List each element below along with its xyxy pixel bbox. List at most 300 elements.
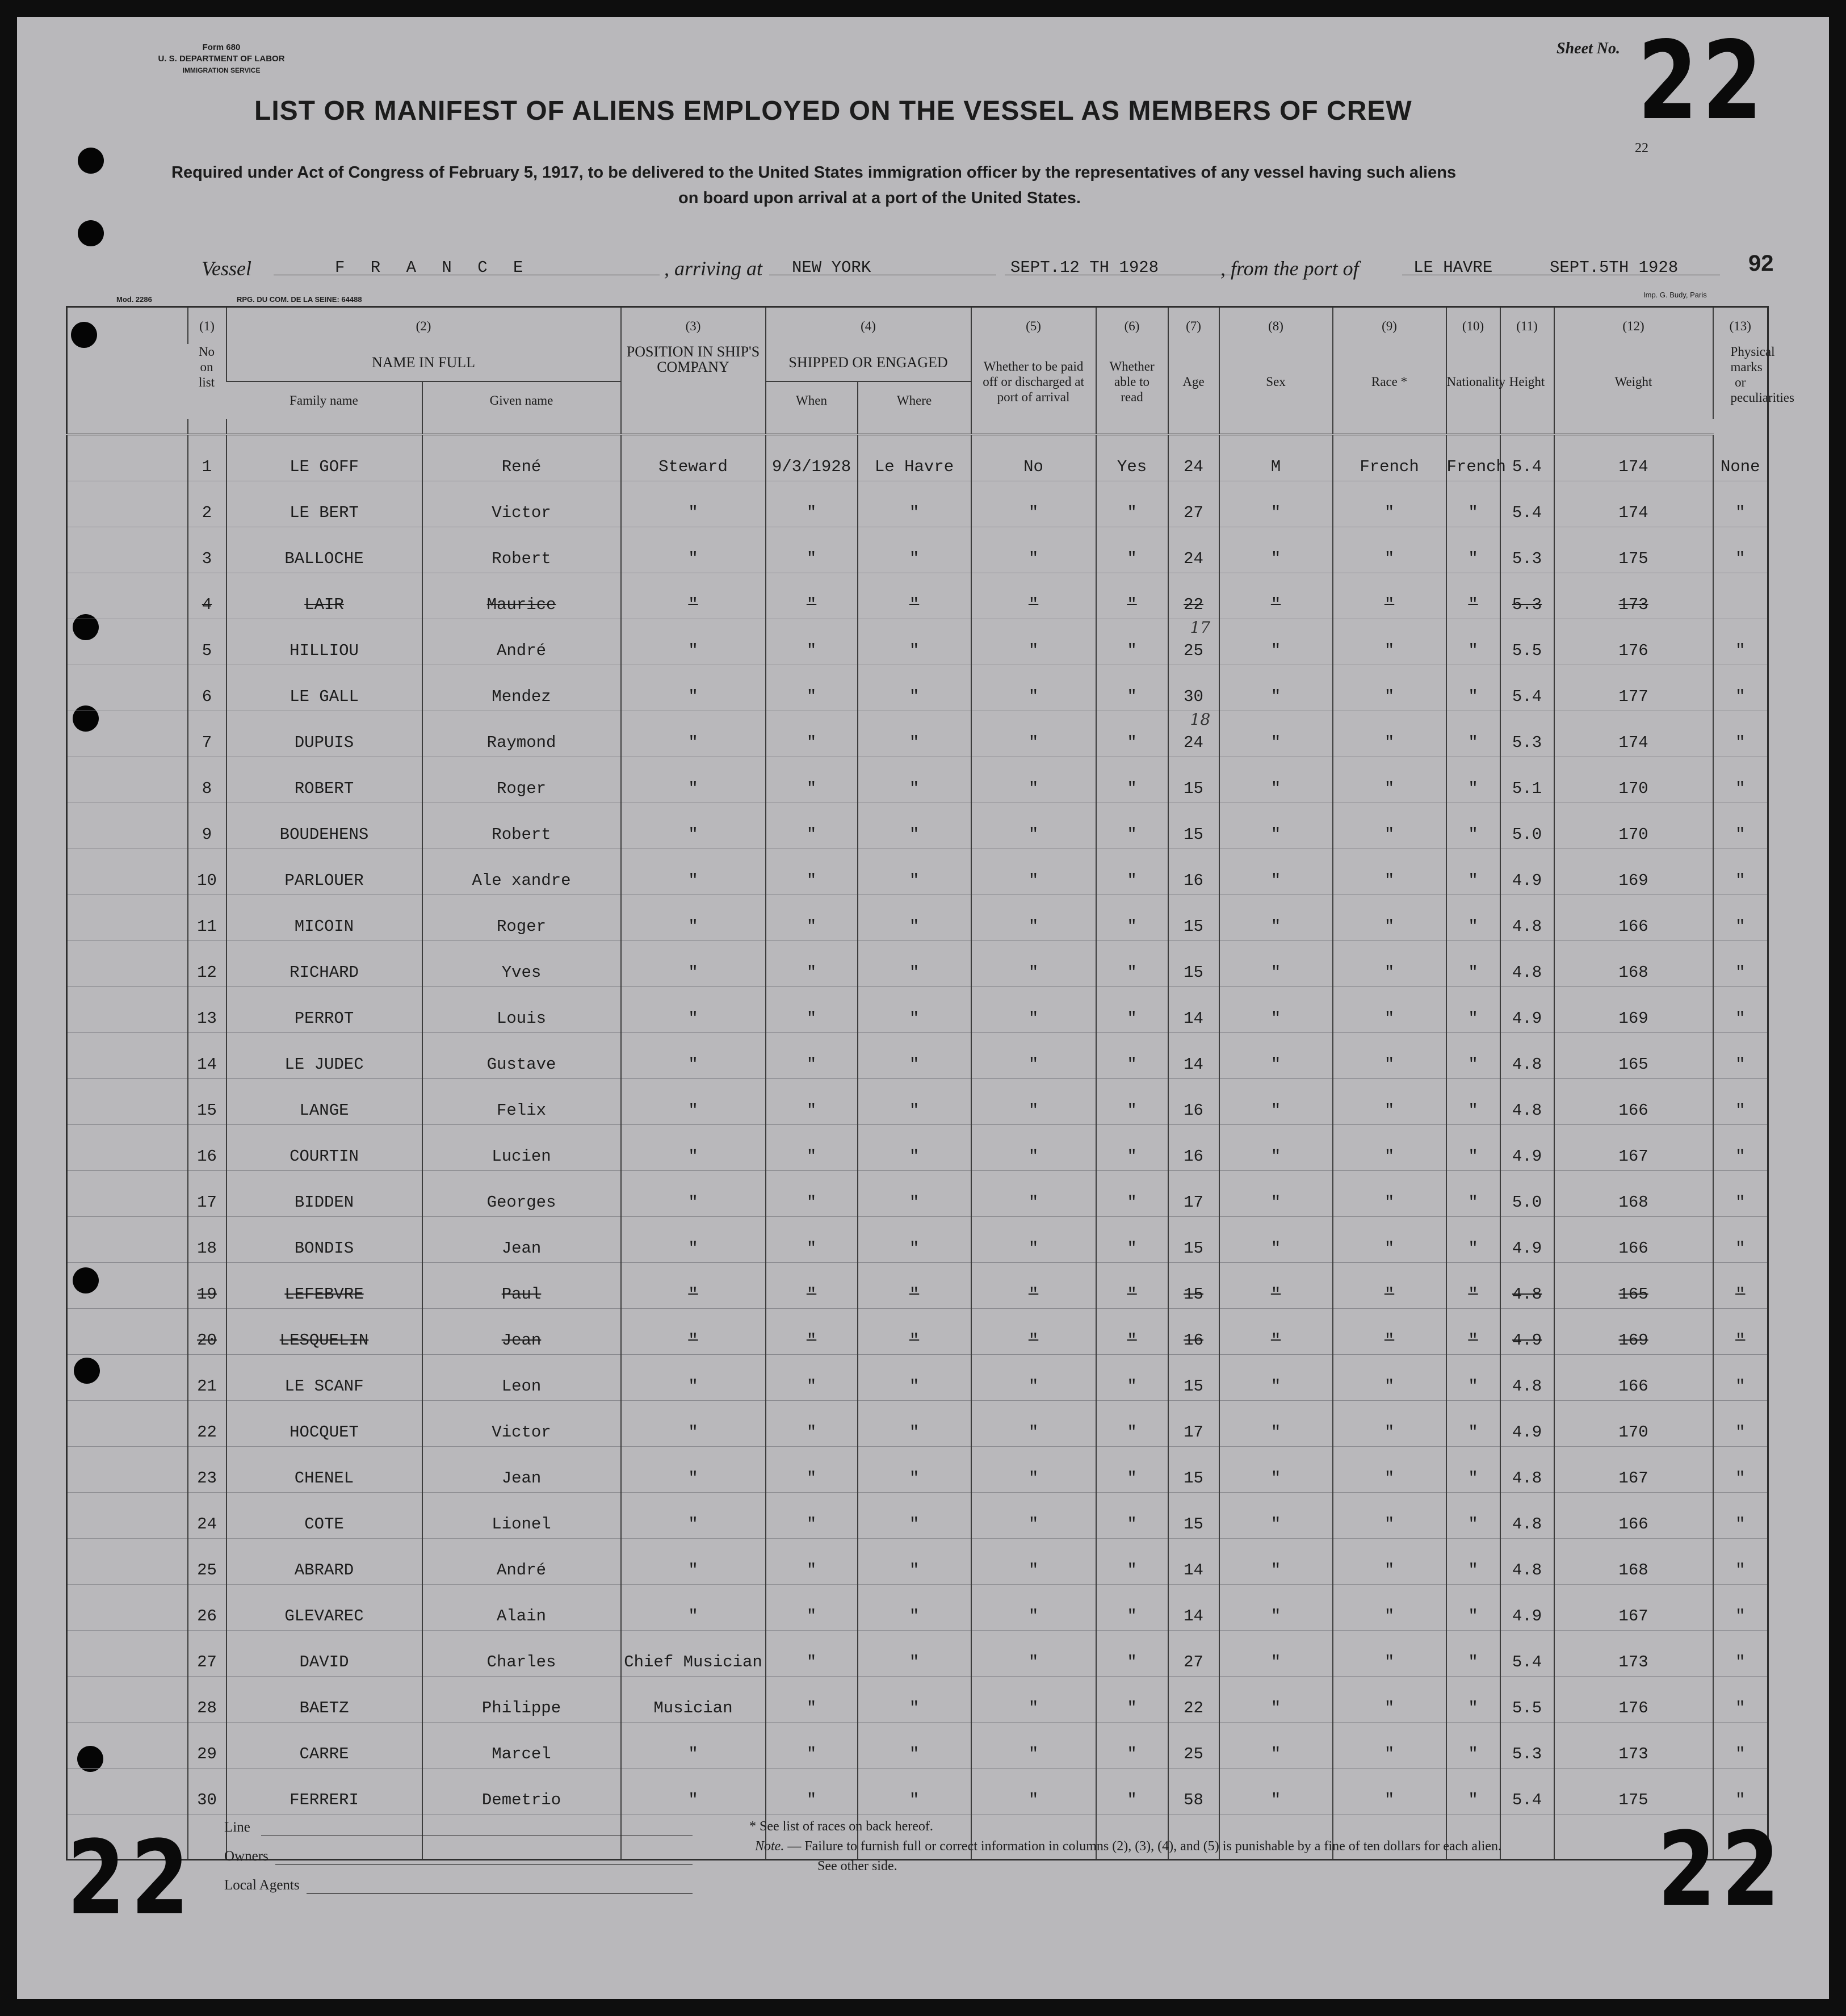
height-cell: 5.5 <box>1500 1677 1554 1723</box>
col-num-6: (6) <box>1096 307 1168 345</box>
race-cell: " <box>1333 1631 1446 1677</box>
nationality-cell: " <box>1446 665 1500 711</box>
sex-cell: " <box>1219 1309 1333 1355</box>
age-cell: 15 <box>1168 757 1219 803</box>
row-number-cell: 1 <box>188 435 226 481</box>
sex-cell: " <box>1219 1171 1333 1217</box>
shipped-when-cell: " <box>766 1539 858 1585</box>
weight-cell: 165 <box>1554 1033 1713 1079</box>
shipped-when-cell: " <box>766 1585 858 1631</box>
shipped-when-cell: " <box>766 1309 858 1355</box>
margin-cell <box>67 941 188 987</box>
paid-off-cell: " <box>971 573 1096 619</box>
shipped-where-cell: " <box>858 1033 971 1079</box>
nationality-header: Nationality <box>1446 344 1500 419</box>
sex-cell: " <box>1219 665 1333 711</box>
shipped-when-cell: " <box>766 757 858 803</box>
shipped-where-cell: " <box>858 803 971 849</box>
row-number-cell: 13 <box>188 987 226 1033</box>
age-cell: 24 <box>1168 435 1219 481</box>
physical-marks-cell: " <box>1713 1401 1768 1447</box>
paid-off-cell: " <box>971 757 1096 803</box>
position-cell: " <box>621 987 766 1033</box>
margin-cell <box>67 1401 188 1447</box>
physical-marks-cell: " <box>1713 987 1768 1033</box>
table-row <box>67 1217 1768 1263</box>
nationality-cell: " <box>1446 1447 1500 1493</box>
table-row <box>67 1171 1768 1217</box>
height-cell: 5.3 <box>1500 573 1554 619</box>
family-name-cell: COTE <box>226 1493 422 1539</box>
shipped-where-cell: " <box>858 1401 971 1447</box>
family-name-cell: RICHARD <box>226 941 422 987</box>
race-cell: " <box>1333 895 1446 941</box>
paid-off-cell: " <box>971 1723 1096 1769</box>
given-name-cell: Marcel <box>422 1723 621 1769</box>
position-cell: " <box>621 1033 766 1079</box>
sex-cell: " <box>1219 941 1333 987</box>
height-cell: 5.3 <box>1500 1723 1554 1769</box>
race-cell: " <box>1333 987 1446 1033</box>
weight-cell: 166 <box>1554 1217 1713 1263</box>
shipped-when-cell: " <box>766 665 858 711</box>
bottom-right-number: 22 <box>1658 1811 1786 1929</box>
margin-cell <box>67 1539 188 1585</box>
paid-off-cell: " <box>971 665 1096 711</box>
weight-cell: 177 <box>1554 665 1713 711</box>
weight-cell: 169 <box>1554 987 1713 1033</box>
race-cell: " <box>1333 1263 1446 1309</box>
shipped-where-cell: " <box>858 757 971 803</box>
given-name-cell: Jean <box>422 1217 621 1263</box>
margin-cell <box>67 1493 188 1539</box>
nationality-cell: " <box>1446 527 1500 573</box>
table-row <box>67 1769 1768 1815</box>
margin-cell <box>67 1677 188 1723</box>
row-number-cell: 19 <box>188 1263 226 1309</box>
position-cell: Musician <box>621 1677 766 1723</box>
able-to-read-cell: " <box>1096 1539 1168 1585</box>
able-to-read-cell: " <box>1096 1631 1168 1677</box>
paid-off-cell: " <box>971 1769 1096 1815</box>
height-cell: 4.8 <box>1500 1493 1554 1539</box>
margin-cell <box>67 849 188 895</box>
shipped-where-cell: " <box>858 1125 971 1171</box>
row-number-cell: 28 <box>188 1677 226 1723</box>
position-cell: " <box>621 895 766 941</box>
shipped-when-cell: " <box>766 941 858 987</box>
age-cell: 16 <box>1168 1309 1219 1355</box>
paid-off-cell: " <box>971 1539 1096 1585</box>
age-cell: 58 <box>1168 1769 1219 1815</box>
height-cell: 5.0 <box>1500 1171 1554 1217</box>
nationality-cell: " <box>1446 1355 1500 1401</box>
shipped-when-cell: " <box>766 1401 858 1447</box>
height-cell: 4.9 <box>1500 849 1554 895</box>
table-row <box>67 1677 1768 1723</box>
physical-marks-cell: " <box>1713 757 1768 803</box>
position-cell: " <box>621 1263 766 1309</box>
note-text: — Failure to furnish full or correct information in columns (2), (3), (4), and (5) is punishable by a fine of ten dollars for each alien. <box>787 1839 1501 1854</box>
given-name-cell: Lucien <box>422 1125 621 1171</box>
vessel-name: F R A N C E <box>335 258 531 277</box>
table-row <box>67 1125 1768 1171</box>
race-cell: " <box>1333 1677 1446 1723</box>
position-cell: " <box>621 1493 766 1539</box>
shipped-when-cell: " <box>766 1677 858 1723</box>
physical-marks-cell: " <box>1713 619 1768 665</box>
margin-column-header <box>67 307 188 419</box>
table-row <box>67 757 1768 803</box>
given-name-cell: Raymond <box>422 711 621 757</box>
shipped-where-cell: " <box>858 1079 971 1125</box>
able-to-read-cell: " <box>1096 573 1168 619</box>
given-name-cell: Yves <box>422 941 621 987</box>
punch-hole <box>78 148 104 174</box>
paid-off-cell: " <box>971 1171 1096 1217</box>
margin-cell <box>67 895 188 941</box>
row-number-cell: 25 <box>188 1539 226 1585</box>
age-cell: 15 <box>1168 895 1219 941</box>
weight-cell: 176 <box>1554 619 1713 665</box>
weight-cell: 173 <box>1554 573 1713 619</box>
shipped-when-cell: " <box>766 1769 858 1815</box>
family-name-cell: BALLOCHE <box>226 527 422 573</box>
sex-cell: " <box>1219 1631 1333 1677</box>
given-name-cell: Robert <box>422 527 621 573</box>
shipped-where-cell: Le Havre <box>858 435 971 481</box>
owners-rule <box>275 1849 693 1865</box>
shipped-when-cell: " <box>766 849 858 895</box>
sex-cell: " <box>1219 1355 1333 1401</box>
position-cell: " <box>621 941 766 987</box>
paid-off-cell: " <box>971 1309 1096 1355</box>
nationality-cell: " <box>1446 711 1500 757</box>
shipped-where-cell: " <box>858 1355 971 1401</box>
shipped-when-cell: " <box>766 987 858 1033</box>
able-to-read-cell: " <box>1096 1171 1168 1217</box>
margin-cell <box>67 987 188 1033</box>
height-cell: 4.8 <box>1500 1079 1554 1125</box>
physical-marks-cell: " <box>1713 1769 1768 1815</box>
shipped-when-cell: " <box>766 1355 858 1401</box>
position-cell: " <box>621 1447 766 1493</box>
paid-off-cell: " <box>971 619 1096 665</box>
race-cell: " <box>1333 1401 1446 1447</box>
col-num-9: (9) <box>1333 307 1446 345</box>
physical-marks-cell: " <box>1713 803 1768 849</box>
row-number-cell: 22 <box>188 1401 226 1447</box>
race-footnote: * See list of races on back hereof. <box>749 1819 933 1834</box>
able-to-read-cell: " <box>1096 1033 1168 1079</box>
shipped-where-cell: " <box>858 1263 971 1309</box>
height-cell: 5.4 <box>1500 665 1554 711</box>
shipped-when-cell: " <box>766 895 858 941</box>
sheet-label: Sheet No. <box>1556 40 1620 57</box>
position-cell: " <box>621 527 766 573</box>
physical-marks-cell: " <box>1713 481 1768 527</box>
position-cell: " <box>621 803 766 849</box>
height-cell: 5.3 <box>1500 711 1554 757</box>
row-number-cell: 7 <box>188 711 226 757</box>
able-to-read-cell: " <box>1096 895 1168 941</box>
position-cell: " <box>621 1585 766 1631</box>
race-cell: French <box>1333 435 1446 481</box>
weight-cell: 174 <box>1554 711 1713 757</box>
sex-cell: " <box>1219 1217 1333 1263</box>
row-number-cell: 29 <box>188 1723 226 1769</box>
weight-cell: 166 <box>1554 1493 1713 1539</box>
physical-marks-header: Physical marks or peculiarities <box>1713 344 1768 419</box>
margin-cell <box>67 1171 188 1217</box>
nationality-cell: " <box>1446 895 1500 941</box>
shipped-where-cell: " <box>858 941 971 987</box>
paid-off-cell: " <box>971 1263 1096 1309</box>
position-cell: " <box>621 1125 766 1171</box>
manifest-rows <box>67 435 1768 1860</box>
family-name-cell: PARLOUER <box>226 849 422 895</box>
given-name-cell: Roger <box>422 757 621 803</box>
position-cell: " <box>621 1171 766 1217</box>
paid-off-cell: " <box>971 1401 1096 1447</box>
physical-marks-cell: " <box>1713 1171 1768 1217</box>
nationality-cell: " <box>1446 803 1500 849</box>
family-name-cell: LE GALL <box>226 665 422 711</box>
height-header: Height <box>1500 344 1554 419</box>
age-cell: 14 <box>1168 1585 1219 1631</box>
family-name-cell: ROBERT <box>226 757 422 803</box>
row-number-cell: 26 <box>188 1585 226 1631</box>
able-to-read-header: Whether able to read <box>1096 344 1168 419</box>
nationality-cell: " <box>1446 1631 1500 1677</box>
age-cell: 22 <box>1168 1677 1219 1723</box>
race-cell: " <box>1333 1125 1446 1171</box>
nationality-cell: " <box>1446 1309 1500 1355</box>
race-cell: " <box>1333 941 1446 987</box>
table-row <box>67 573 1768 619</box>
departure-port: LE HAVRE <box>1413 258 1493 277</box>
table-row <box>67 1723 1768 1769</box>
height-cell: 4.9 <box>1500 987 1554 1033</box>
table-row <box>67 1493 1768 1539</box>
table-row <box>67 1447 1768 1493</box>
paid-off-cell: " <box>971 1079 1096 1125</box>
race-cell: " <box>1333 573 1446 619</box>
row-number-cell: 9 <box>188 803 226 849</box>
family-name-cell: LE BERT <box>226 481 422 527</box>
table-row <box>67 941 1768 987</box>
able-to-read-cell: " <box>1096 757 1168 803</box>
shipped-when-cell: " <box>766 1447 858 1493</box>
height-cell: 4.8 <box>1500 1355 1554 1401</box>
age-cell: 14 <box>1168 987 1219 1033</box>
age-cell: 24 <box>1168 527 1219 573</box>
family-name-cell: FERRERI <box>226 1769 422 1815</box>
nationality-cell: " <box>1446 481 1500 527</box>
age-cell: 15 <box>1168 941 1219 987</box>
age-cell: 25 <box>1168 1723 1219 1769</box>
weight-cell: 167 <box>1554 1125 1713 1171</box>
given-name-cell: Demetrio <box>422 1769 621 1815</box>
paid-off-cell: " <box>971 1033 1096 1079</box>
shipped-where-cell: " <box>858 1723 971 1769</box>
sex-cell: M <box>1219 435 1333 481</box>
shipped-when-cell: " <box>766 1125 858 1171</box>
age-cell: 27 <box>1168 1631 1219 1677</box>
position-cell: " <box>621 1079 766 1125</box>
margin-cell <box>67 1217 188 1263</box>
position-cell: " <box>621 1769 766 1815</box>
able-to-read-cell: " <box>1096 1309 1168 1355</box>
name-in-full-header: NAME IN FULL <box>226 344 621 381</box>
position-cell: Steward <box>621 435 766 481</box>
age-cell: 15 <box>1168 1263 1219 1309</box>
shipped-where-cell: " <box>858 895 971 941</box>
sex-cell: " <box>1219 1493 1333 1539</box>
penalty-note <box>755 1839 1501 1854</box>
age-cell: 14 <box>1168 1033 1219 1079</box>
race-cell: " <box>1333 1079 1446 1125</box>
shipped-where-cell: " <box>858 481 971 527</box>
given-name-cell: Louis <box>422 987 621 1033</box>
family-name-cell: LANGE <box>226 1079 422 1125</box>
physical-marks-cell: " <box>1713 1355 1768 1401</box>
margin-cell <box>67 435 188 481</box>
height-cell: 4.8 <box>1500 895 1554 941</box>
position-cell: " <box>621 1309 766 1355</box>
row-number-cell: 6 <box>188 665 226 711</box>
margin-cell <box>67 527 188 573</box>
row-number-cell: 17 <box>188 1171 226 1217</box>
nationality-cell: " <box>1446 1217 1500 1263</box>
able-to-read-cell: " <box>1096 1263 1168 1309</box>
shipped-where-cell: " <box>858 665 971 711</box>
able-to-read-cell: " <box>1096 1493 1168 1539</box>
shipped-where-cell: " <box>858 619 971 665</box>
able-to-read-cell: " <box>1096 1677 1168 1723</box>
paid-off-cell: " <box>971 711 1096 757</box>
page-reference: 92 <box>1748 251 1774 276</box>
margin-cell <box>67 1769 188 1815</box>
paid-off-cell: " <box>971 1493 1096 1539</box>
paid-off-cell: " <box>971 1217 1096 1263</box>
table-row <box>67 1355 1768 1401</box>
bottom-left-number: 22 <box>67 1819 195 1938</box>
sex-cell: " <box>1219 1033 1333 1079</box>
given-name-cell: André <box>422 1539 621 1585</box>
sex-cell: " <box>1219 1539 1333 1585</box>
when-header: When <box>766 381 858 419</box>
given-name-cell: Jean <box>422 1447 621 1493</box>
page-title: LIST OR MANIFEST OF ALIENS EMPLOYED ON THE VESSEL AS MEMBERS OF CREW <box>254 96 1412 126</box>
weight-cell: 166 <box>1554 1355 1713 1401</box>
margin-cell <box>67 803 188 849</box>
family-name-cell: LAIR <box>226 573 422 619</box>
department-name: U. S. DEPARTMENT OF LABOR <box>158 54 285 64</box>
table-row <box>67 665 1768 711</box>
physical-marks-cell: None <box>1713 435 1768 481</box>
sex-cell: " <box>1219 481 1333 527</box>
physical-marks-cell: " <box>1713 1585 1768 1631</box>
col-num-12: (12) <box>1554 307 1713 345</box>
position-cell: Chief Musician <box>621 1631 766 1677</box>
able-to-read-cell: " <box>1096 1217 1168 1263</box>
race-cell: " <box>1333 803 1446 849</box>
position-cell: " <box>621 573 766 619</box>
physical-marks-cell: " <box>1713 1079 1768 1125</box>
race-cell: " <box>1333 1033 1446 1079</box>
table-row <box>67 987 1768 1033</box>
race-cell: " <box>1333 1171 1446 1217</box>
row-number-cell: 5 <box>188 619 226 665</box>
subtitle-line1: Required under Act of Congress of February 5, 1917, to be delivered to the United States immigration officer by the representatives of any vessel having such aliens <box>171 163 1457 182</box>
weight-cell: 168 <box>1554 941 1713 987</box>
shipped-when-cell: " <box>766 1631 858 1677</box>
col-num-13: (13) <box>1713 307 1768 345</box>
crew-manifest-table <box>66 306 1794 1860</box>
paid-off-cell: " <box>971 481 1096 527</box>
height-cell: 5.4 <box>1500 435 1554 481</box>
physical-marks-cell: " <box>1713 1263 1768 1309</box>
table-row <box>67 1585 1768 1631</box>
physical-marks-cell: " <box>1713 1033 1768 1079</box>
physical-marks-cell: " <box>1713 1631 1768 1677</box>
sex-header: Sex <box>1219 344 1333 419</box>
table-row <box>67 435 1768 481</box>
table-row <box>67 1079 1768 1125</box>
height-cell: 4.9 <box>1500 1309 1554 1355</box>
given-name-cell: Mendez <box>422 665 621 711</box>
nationality-cell: " <box>1446 1125 1500 1171</box>
family-name-cell: HILLIOU <box>226 619 422 665</box>
able-to-read-cell: " <box>1096 481 1168 527</box>
shipped-when-cell: " <box>766 1263 858 1309</box>
nationality-cell: " <box>1446 941 1500 987</box>
position-cell: " <box>621 1217 766 1263</box>
physical-marks-cell <box>1713 573 1768 619</box>
shipped-where-cell: " <box>858 1171 971 1217</box>
height-cell: 4.8 <box>1500 941 1554 987</box>
row-number-cell: 30 <box>188 1769 226 1815</box>
margin-cell <box>67 1355 188 1401</box>
table-row <box>67 1309 1768 1355</box>
physical-marks-cell: " <box>1713 1677 1768 1723</box>
height-cell: 4.8 <box>1500 1263 1554 1309</box>
height-cell: 4.9 <box>1500 1585 1554 1631</box>
row-number-cell: 24 <box>188 1493 226 1539</box>
given-name-cell: Philippe <box>422 1677 621 1723</box>
age-cell: 15 <box>1168 1447 1219 1493</box>
height-cell: 5.4 <box>1500 1631 1554 1677</box>
weight-cell: 174 <box>1554 435 1713 481</box>
shipped-where-cell: " <box>858 527 971 573</box>
able-to-read-cell: " <box>1096 1079 1168 1125</box>
position-cell: " <box>621 1539 766 1585</box>
col-num-4: (4) <box>766 307 971 345</box>
height-cell: 5.3 <box>1500 527 1554 573</box>
table-row <box>67 481 1768 527</box>
shipped-where-cell: " <box>858 987 971 1033</box>
physical-marks-cell: " <box>1713 849 1768 895</box>
note-label: Note. <box>755 1839 784 1854</box>
race-header: Race * <box>1333 344 1446 419</box>
race-cell: " <box>1333 711 1446 757</box>
subtitle-line2: on board upon arrival at a port of the United States. <box>678 189 1081 207</box>
physical-marks-cell: " <box>1713 1125 1768 1171</box>
physical-marks-cell: " <box>1713 1217 1768 1263</box>
race-cell: " <box>1333 527 1446 573</box>
table-row <box>67 1631 1768 1677</box>
